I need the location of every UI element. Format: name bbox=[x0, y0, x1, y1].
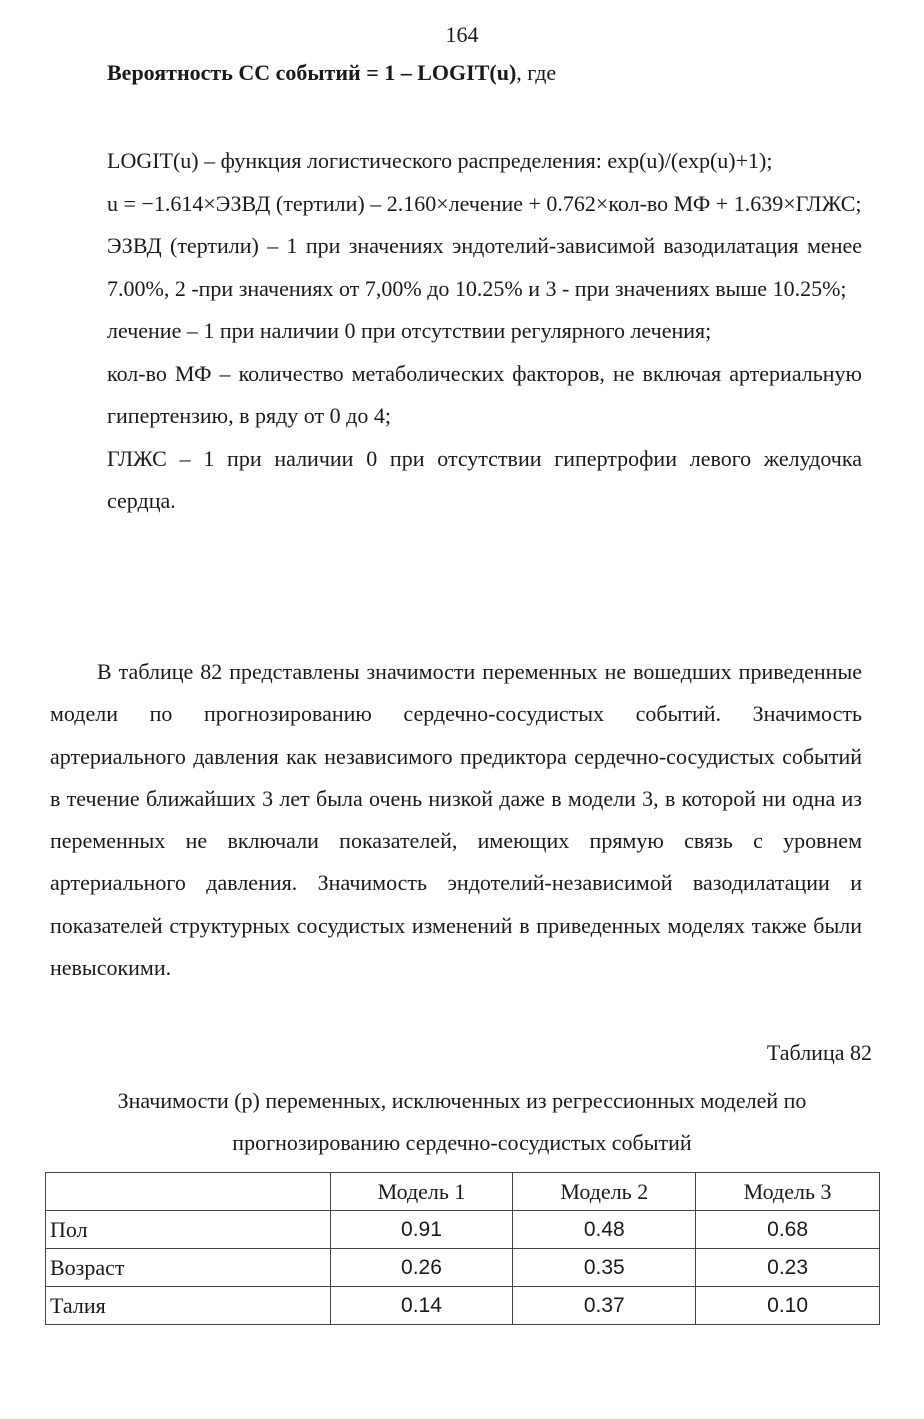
definition-u: u = −1.614×ЭЗВД (тертили) – 2.160×лечение + 0.762×кол-во МФ + 1.639×ГЛЖС; bbox=[107, 190, 862, 216]
header-model-2: Модель 2 bbox=[513, 1173, 696, 1211]
formula-bold: Вероятность СС событий = 1 – LOGIT(u) bbox=[107, 60, 517, 85]
table-header-row bbox=[46, 1173, 880, 1211]
table-label: Таблица 82 bbox=[766, 1040, 872, 1065]
definition-treatment: лечение – 1 при наличии 0 при отсутствии регулярного лечения; bbox=[107, 318, 712, 343]
header-empty bbox=[46, 1173, 331, 1211]
header-model-3: Модель 3 bbox=[696, 1173, 880, 1211]
definition-ezvd: ЭЗВД (тертили) – 1 при значениях эндотелий-зависимой вазодилатация менее 7.00%, 2 -при значениях от 7,00% до 10.25% и 3 - при значениях выше 10.25%; bbox=[107, 233, 862, 301]
header-model-1: Модель 1 bbox=[330, 1173, 513, 1211]
definition-mf-count: кол-во МФ – количество метаболических факторов, не включая артериальную гипертензию, в ряду от 0 до 4; bbox=[107, 360, 862, 428]
definitions-list bbox=[107, 140, 862, 523]
cell-value: 0.48 bbox=[513, 1211, 696, 1249]
cell-value: 0.23 bbox=[696, 1249, 880, 1287]
formula-suffix: , где bbox=[516, 60, 557, 85]
cell-value: 0.26 bbox=[330, 1249, 513, 1287]
cell-value: 0.14 bbox=[330, 1287, 513, 1325]
definition-glzhs: ГЛЖС – 1 при наличии 0 при отсутствии гипертрофии левого желудочка сердца. bbox=[107, 445, 862, 513]
formula-title bbox=[107, 60, 556, 86]
body-paragraph: В таблице 82 представлены значимости переменных не вошедших приведенные модели по прогнозированию сердечно-сосудистых событий. Значимость артериального давления как независимого предиктора сердечно-сосудистых событий в течение ближайших 3 лет была очень низкой даже в модели 3, в которой ни одна из переменных не включали показателей, имеющих прямую связь с уровнем артериального давления. Значимость эндотелий-независимой вазодилатации и показателей структурных сосудистых изменений в приведенных моделях также были невысокими. bbox=[50, 659, 862, 981]
significance-table bbox=[45, 1172, 880, 1325]
table-row bbox=[46, 1287, 880, 1325]
cell-value: 0.91 bbox=[330, 1211, 513, 1249]
table-row bbox=[46, 1211, 880, 1249]
row-label: Талия bbox=[46, 1287, 331, 1325]
cell-value: 0.37 bbox=[513, 1287, 696, 1325]
row-label: Возраст bbox=[46, 1249, 331, 1287]
cell-value: 0.68 bbox=[696, 1211, 880, 1249]
table-caption: Значимости (р) переменных, исключенных из регрессионных моделей по прогнозированию сердечно-сосудистых событий bbox=[117, 1088, 807, 1155]
table-row bbox=[46, 1249, 880, 1287]
page-number: 164 bbox=[445, 22, 479, 47]
definition-logit: LOGIT(u) – функция логистического распределения: exp(u)/(exp(u)+1); bbox=[107, 148, 773, 173]
cell-value: 0.35 bbox=[513, 1249, 696, 1287]
row-label: Пол bbox=[46, 1211, 331, 1249]
cell-value: 0.10 bbox=[696, 1287, 880, 1325]
